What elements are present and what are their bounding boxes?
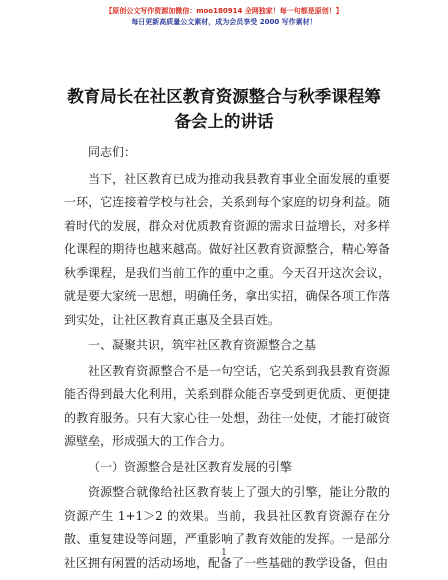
banner-promo-line: 【原创公文写作资源加微信：moo180914 全网独家！每一句都是原创！】 [105,7,343,15]
subsection-heading: （一）资源整合是社区教育发展的引擎 [88,459,293,474]
section-heading: 一、凝聚共识，筑牢社区教育资源整合之基 [88,338,317,352]
intro-paragraph: 当下，社区教育已成为推动我县教育事业全面发展的重要一环，它连接着学校与社会，关系到每个家庭的切身利益。随着时代的发展，群众对优质教育资源的需求日益增长，对多样化课程的期待也越来越高。做好社区教育资源整合，精心筹备秋季课程，是我们当前工作的重中之重。今天召开这次会议，就是要大家统一思想，明确任务，拿出实招，确保各项工作落到实处，让社区教育真正惠及全县百姓。 [64,171,390,327]
banner-member-line: 每日更新高质量公文素材，成为会员享受 2000 写作素材！ [131,18,317,26]
section-paragraph: 社区教育资源整合不是一句空话，它关系到我县教育资源能否得到最大化利用，关系到群众能否享受到更优质、更便捷的教育服务。只有大家心往一处想，劲往一处使，才能打破资源壁垒，形成强大的工作合力。 [64,363,390,448]
document-title: 教育局长在社区教育资源整合与秋季课程筹备会上的讲话 [67,87,381,131]
document-body [64,141,390,575]
header-banner [0,6,448,28]
page-number: 1 [221,548,227,558]
subsection-paragraph: 资源整合就像给社区教育装上了强大的引擎，能让分散的资源产生 1+1＞2 的效果。当前，我县社区教育资源存在分散、重复建设等问题，严重影响了教育效能的发挥。一是部分社区拥有闲置的活动场地，配备了一些基础的教学设备，但由 [64,485,390,570]
salutation: 同志们： [88,145,137,159]
